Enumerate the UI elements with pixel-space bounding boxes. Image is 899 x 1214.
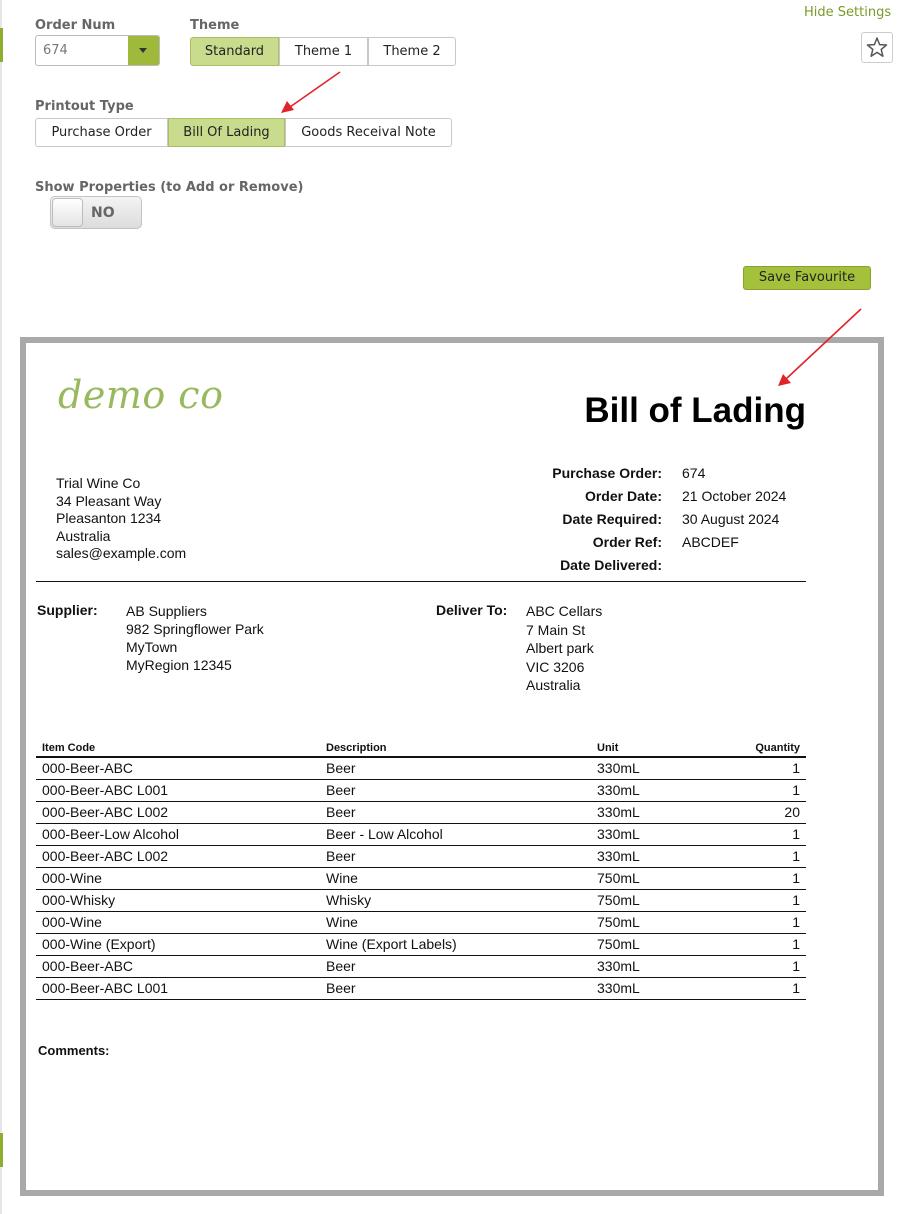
cell-quantity: 1 <box>711 889 806 911</box>
cell-quantity: 1 <box>711 977 806 999</box>
cell-unit: 330mL <box>591 977 711 999</box>
address-line: Australia <box>56 527 111 544</box>
comments-label: Comments: <box>38 1043 110 1058</box>
cell-unit: 750mL <box>591 867 711 889</box>
cell-item-code: 000-Wine (Export) <box>36 933 320 955</box>
cell-quantity: 20 <box>711 801 806 823</box>
cell-item-code: 000-Wine <box>36 911 320 933</box>
cell-description: Wine <box>320 867 591 889</box>
table-row <box>36 757 806 779</box>
deliver-to-address <box>526 602 602 695</box>
printout-option-goods-receival-note[interactable]: Goods Receival Note <box>285 118 452 147</box>
cell-description: Beer <box>320 801 591 823</box>
order-num-select[interactable] <box>35 35 160 66</box>
address-line: Trial Wine Co <box>56 475 141 491</box>
cell-description: Beer <box>320 779 591 801</box>
cell-quantity: 1 <box>711 867 806 889</box>
cell-description: Beer - Low Alcohol <box>320 823 591 845</box>
favourite-button[interactable] <box>861 32 893 63</box>
table-row <box>36 779 806 801</box>
cell-quantity: 1 <box>711 955 806 977</box>
left-edge-marker <box>0 28 3 62</box>
cell-item-code: 000-Beer-ABC L002 <box>36 801 320 823</box>
left-window-edge <box>0 0 2 1214</box>
address-line: 34 Pleasant Way <box>56 492 162 509</box>
cell-description: Beer <box>320 757 591 779</box>
order-ref-value: ABCDEF <box>682 534 739 550</box>
table-header-row <box>36 738 806 757</box>
header-item-code: Item Code <box>36 738 320 757</box>
cell-description: Beer <box>320 845 591 867</box>
cell-unit: 750mL <box>591 889 711 911</box>
show-properties-toggle[interactable] <box>50 196 142 229</box>
items-table-body <box>36 757 806 999</box>
left-edge-marker <box>0 1133 3 1167</box>
order-ref-label: Order Ref: <box>592 534 662 550</box>
header-unit: Unit <box>591 738 711 757</box>
address-line: Pleasanton 1234 <box>56 510 162 527</box>
cell-item-code: 000-Beer-ABC <box>36 757 320 779</box>
items-table <box>36 738 806 1000</box>
bill-of-lading-document <box>26 343 878 1190</box>
cell-description: Whisky <box>320 889 591 911</box>
supplier-label: Supplier: <box>37 602 98 618</box>
company-logo: demo co <box>58 373 224 417</box>
toggle-state-text: NO <box>91 205 115 221</box>
supplier-line: 982 Springflower Park <box>126 621 264 637</box>
save-favourite-button[interactable]: Save Favourite <box>743 266 871 290</box>
order-num-label: Order Num <box>35 18 116 33</box>
cell-description: Wine <box>320 911 591 933</box>
table-row <box>36 977 806 999</box>
cell-item-code: 000-Beer-Low Alcohol <box>36 823 320 845</box>
theme-option-standard[interactable]: Standard <box>190 37 279 66</box>
cell-unit: 330mL <box>591 757 711 779</box>
divider <box>36 581 806 582</box>
cell-item-code: 000-Wine <box>36 867 320 889</box>
cell-unit: 330mL <box>591 955 711 977</box>
cell-description: Wine (Export Labels) <box>320 933 591 955</box>
table-row <box>36 845 806 867</box>
cell-item-code: 000-Whisky <box>36 889 320 911</box>
show-properties-label: Show Properties (to Add or Remove) <box>35 180 304 195</box>
deliver-to-label: Deliver To: <box>436 602 508 618</box>
dropdown-arrow-icon[interactable] <box>128 36 159 65</box>
cell-unit: 330mL <box>591 801 711 823</box>
table-row <box>36 889 806 911</box>
cell-quantity: 1 <box>711 823 806 845</box>
date-required-label: Date Required: <box>562 511 662 527</box>
header-description: Description <box>320 738 591 757</box>
cell-unit: 750mL <box>591 911 711 933</box>
theme-label: Theme <box>190 18 240 33</box>
order-num-value: 674 <box>43 43 68 58</box>
supplier-line: MyRegion 12345 <box>126 657 232 673</box>
printout-option-purchase-order[interactable]: Purchase Order <box>35 118 168 147</box>
cell-item-code: 000-Beer-ABC L001 <box>36 779 320 801</box>
star-icon <box>862 33 892 62</box>
cell-quantity: 1 <box>711 779 806 801</box>
printout-type-label: Printout Type <box>35 99 134 114</box>
table-row <box>36 933 806 955</box>
cell-unit: 330mL <box>591 823 711 845</box>
table-row <box>36 911 806 933</box>
date-required-value: 30 August 2024 <box>682 511 780 527</box>
table-row <box>36 955 806 977</box>
cell-description: Beer <box>320 955 591 977</box>
cell-quantity: 1 <box>711 845 806 867</box>
annotation-arrow <box>281 72 340 113</box>
company-address <box>56 475 186 563</box>
table-row <box>36 867 806 889</box>
order-date-label: Order Date: <box>584 488 662 504</box>
document-title: Bill of Lading <box>584 391 806 430</box>
deliver-line: Australia <box>526 677 581 694</box>
cell-quantity: 1 <box>711 933 806 955</box>
cell-item-code: 000-Beer-ABC <box>36 955 320 977</box>
deliver-line: Albert park <box>526 640 594 657</box>
date-delivered-label: Date Delivered: <box>560 557 662 573</box>
hide-settings-link[interactable]: Hide Settings <box>804 5 892 20</box>
order-date-value: 21 October 2024 <box>682 488 787 504</box>
printout-option-bill-of-lading[interactable]: Bill Of Lading <box>168 118 285 147</box>
cell-unit: 330mL <box>591 845 711 867</box>
theme-option-theme-1[interactable]: Theme 1 <box>279 37 368 66</box>
header-quantity: Quantity <box>711 738 806 757</box>
deliver-line: 7 Main St <box>526 621 586 638</box>
cell-description: Beer <box>320 977 591 999</box>
table-row <box>36 801 806 823</box>
table-row <box>36 823 806 845</box>
theme-option-theme-2[interactable]: Theme 2 <box>368 37 456 66</box>
deliver-line: VIC 3206 <box>526 658 585 675</box>
supplier-line: AB Suppliers <box>126 603 207 619</box>
cell-unit: 750mL <box>591 933 711 955</box>
cell-unit: 330mL <box>591 779 711 801</box>
cell-quantity: 1 <box>711 757 806 779</box>
purchase-order-label: Purchase Order: <box>552 465 662 481</box>
toggle-knob[interactable] <box>52 198 83 227</box>
supplier-line: MyTown <box>126 639 178 655</box>
supplier-address <box>126 602 264 674</box>
cell-item-code: 000-Beer-ABC L001 <box>36 977 320 999</box>
document-preview <box>20 337 884 1196</box>
cell-item-code: 000-Beer-ABC L002 <box>36 845 320 867</box>
deliver-line: ABC Cellars <box>526 603 603 619</box>
purchase-order-value: 674 <box>682 465 706 481</box>
cell-quantity: 1 <box>711 911 806 933</box>
address-line: sales@example.com <box>56 545 187 562</box>
